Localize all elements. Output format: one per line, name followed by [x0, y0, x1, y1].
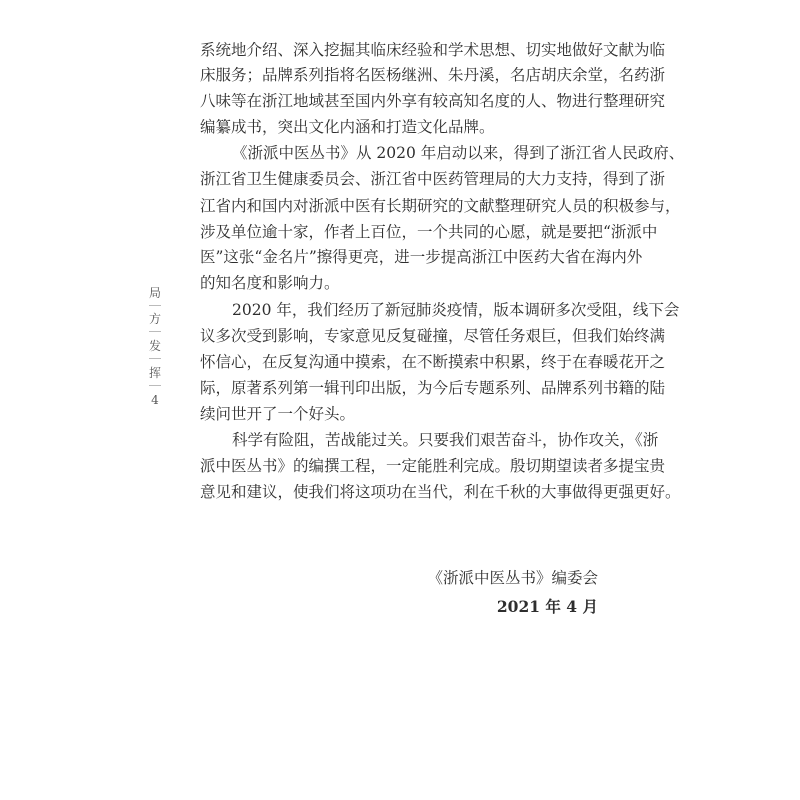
side-char: 发 — [148, 339, 161, 353]
text-line: 派中医丛书》的编撰工程，一定能胜利完成。殷切期望读者多提宝贵 — [200, 457, 666, 475]
text-line: 议多次受到影响，专家意见反复碰撞，尽管任务艰巨，但我们始终满 — [200, 327, 666, 345]
text-line: 的知名度和影响力。 — [200, 274, 340, 292]
side-divider — [149, 385, 161, 386]
text-line: 江省内和国内对浙派中医有长期研究的文献整理研究人员的积极参与， — [200, 197, 681, 215]
text-line: 2020 年，我们经历了新冠肺炎疫情，版本调研多次受阻，线下会 — [232, 301, 680, 319]
page-number: 4 — [151, 393, 159, 407]
text-line: 怀信心，在反复沟通中摸索，在不断摸索中积累，终于在春暖花开之 — [200, 353, 666, 371]
side-divider — [149, 358, 161, 359]
side-divider — [149, 305, 161, 306]
text-line: 医”这张“金名片”擦得更亮，进一步提高浙江中医药大省在海内外 — [200, 248, 643, 266]
side-char: 挥 — [148, 366, 161, 380]
side-char: 方 — [148, 312, 161, 326]
text-line: 际，原著系列第一辑刊印出版，为今后专题系列、品牌系列书籍的陆 — [200, 379, 666, 397]
text-line: 系统地介绍、深入挖掘其临床经验和学术思想、切实地做好文献为临 — [200, 41, 666, 59]
signature-date: 2021 年 4 月 — [496, 597, 598, 616]
text-line: 续问世开了一个好头。 — [200, 405, 356, 423]
text-line: 八味等在浙江地域甚至国内外享有较高知名度的人、物进行整理研究 — [200, 92, 666, 110]
text-line: 编纂成书，突出文化内涵和打造文化品牌。 — [200, 118, 495, 136]
text-line: 《浙派中医丛书》从 2020 年启动以来，得到了浙江省人民政府、 — [232, 144, 685, 162]
text-line: 科学有险阻，苦战能过关。只要我们艰苦奋斗，协作攻关，《浙 — [232, 431, 659, 449]
side-char: 局 — [148, 286, 161, 300]
text-line: 浙江省卫生健康委员会、浙江省中医药管理局的大力支持，得到了浙 — [200, 170, 666, 188]
signature-author: 《浙派中医丛书》编委会 — [427, 569, 598, 587]
text-line: 床服务；品牌系列指将名医杨继洲、朱丹溪，名店胡庆余堂，名药浙 — [200, 66, 666, 84]
text-line: 意见和建议，使我们将这项功在当代，利在千秋的大事做得更强更好。 — [200, 483, 681, 501]
side-divider — [149, 331, 161, 332]
text-line: 涉及单位逾十家，作者上百位，一个共同的心愿，就是要把“浙派中 — [200, 223, 658, 241]
